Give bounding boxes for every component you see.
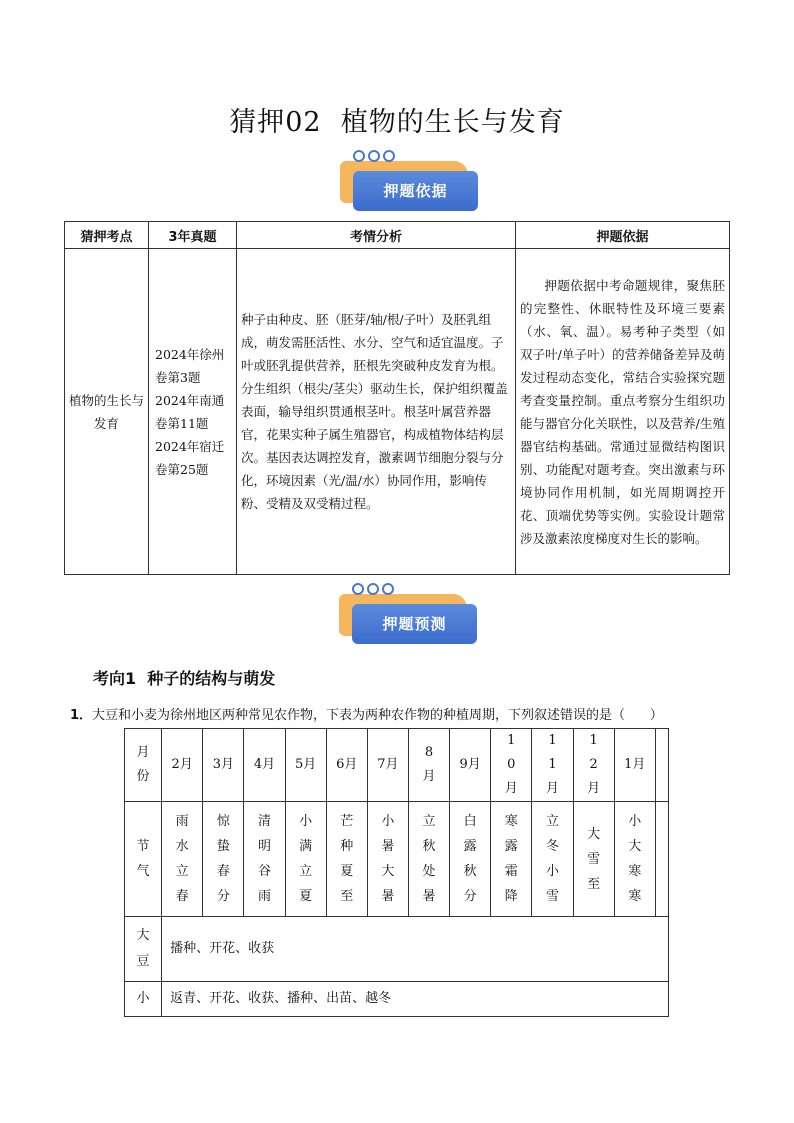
wheat-cycle: 返青、开花、收获、播种、出苗、越冬	[162, 982, 669, 1017]
term-text: 寒露霜降	[504, 814, 518, 904]
predict-badge	[339, 580, 479, 644]
month-text: 8月	[422, 745, 436, 784]
question-text: 大豆和小麦为徐州地区两种常见农作物，下表为两种农作物的种植周期，下列叙述错误的是（ ）	[92, 708, 663, 723]
header-yiju: 押题依据	[516, 222, 730, 249]
binder-rings-icon	[349, 147, 409, 167]
soybean-cycle: 播种、开花、收获	[162, 917, 669, 982]
month-text: 11月	[545, 733, 559, 796]
month-cell	[532, 729, 573, 802]
term-cell	[532, 802, 573, 917]
binder-rings-icon	[348, 580, 408, 600]
badge-label: 押题依据	[353, 171, 478, 211]
title-text: 植物的生长与发育	[340, 107, 565, 138]
header-fenxi: 考情分析	[237, 222, 516, 249]
badge-label: 押题预测	[352, 604, 477, 644]
term-cell	[573, 802, 614, 917]
term-text: 小暑大暑	[381, 814, 395, 904]
term-text: 大雪至	[587, 826, 601, 892]
term-cell	[285, 802, 326, 917]
term-text: 清明谷雨	[257, 814, 271, 904]
term-cell	[408, 802, 449, 917]
term-text: 惊蛰春分	[216, 814, 230, 904]
cell-kaodian: 植物的生长与发育	[65, 249, 149, 575]
term-text: 立秋处暑	[422, 814, 436, 904]
zhenti-item: 2024年宿迁卷第25题	[155, 438, 225, 477]
crop-table	[124, 728, 669, 1017]
month-text: 12月	[587, 733, 601, 796]
title-prefix: 猜押	[229, 107, 286, 138]
term-text: 小满立夏	[299, 814, 313, 904]
month-cell	[573, 729, 614, 802]
row-label	[125, 729, 162, 802]
question-number: 1．	[70, 708, 93, 723]
cell-fenxi: 种子由种皮、胚（胚芽/轴/根/子叶）及胚乳组成，萌发需胚活性、水分、空气和适宜温度。子叶或胚乳提供营养，胚根先突破种皮发育为根。分生组织（根尖/茎尖）驱动生长，保护组织覆盖表面，输导组织贯通根茎叶。根茎叶属营养器官，花果实种子属生殖器官，构成植物体结构层次。基因表达调控发育，激素调节细胞分裂与分化，环境因素（光/温/水）协同作用，影响传粉、受精及双受精过程。	[237, 249, 516, 575]
month-cell: 4月	[244, 729, 285, 802]
term-cell	[367, 802, 408, 917]
month-cell: 2月	[162, 729, 203, 802]
term-text: 芒种夏至	[340, 814, 354, 904]
title-number: 02	[285, 107, 322, 138]
question-1	[70, 704, 663, 723]
term-cell	[244, 802, 285, 917]
month-cell: 1月	[614, 729, 655, 802]
empty-cell	[655, 802, 668, 917]
month-cell: 6月	[326, 729, 367, 802]
section-heading: 考向1 种子的结构与萌发	[93, 669, 276, 688]
term-text: 立冬小雪	[545, 814, 559, 904]
row-label	[125, 802, 162, 917]
month-cell	[408, 729, 449, 802]
basis-table	[64, 221, 730, 575]
month-row	[125, 729, 669, 802]
term-text: 小大寒寒	[628, 814, 642, 904]
term-text: 白露秋分	[463, 814, 477, 904]
page-title	[0, 100, 794, 139]
month-label: 月份	[136, 745, 150, 784]
row-label	[125, 917, 162, 982]
soybean-label: 大豆	[136, 928, 150, 969]
zhenti-item: 2024年南通卷第11题	[155, 392, 225, 431]
yiju-text: 押题依据中考命题规律，聚焦胚的完整性、休眠特性及环境三要素（水、氧、温）。易考种子类型（如双子叶/单子叶）的营养储备差异及萌发过程动态变化，常结合实验探究题考查变量控制。重点考察分生组织功能与器官分化关联性，以及营养/生殖器官结构基础。常通过显微结构图识别、功能配对题考查。突出激素与环境协同作用机制，如光周期调控开花、顶端优势等实例。实验设计题常涉及激素浓度梯度对生长的影响。	[520, 277, 725, 546]
month-cell	[491, 729, 532, 802]
cell-zhenti	[149, 249, 237, 575]
basis-badge	[340, 147, 480, 211]
month-cell: 5月	[285, 729, 326, 802]
header-zhenti: 3年真题	[149, 222, 237, 249]
row-label: 小	[125, 982, 162, 1017]
term-cell	[203, 802, 244, 917]
term-cell	[162, 802, 203, 917]
empty-cell	[655, 729, 668, 802]
month-text: 10月	[504, 733, 518, 796]
table-row	[65, 249, 730, 575]
term-text: 雨水立春	[175, 814, 189, 904]
cell-yiju	[516, 249, 730, 575]
soybean-row	[125, 917, 669, 982]
month-cell: 9月	[450, 729, 491, 802]
term-cell	[491, 802, 532, 917]
solar-term-row	[125, 802, 669, 917]
term-label: 节气	[136, 839, 150, 879]
zhenti-item: 2024年徐州卷第3题	[155, 346, 225, 385]
wheat-row	[125, 982, 669, 1017]
table-header-row	[65, 222, 730, 249]
term-cell	[326, 802, 367, 917]
term-cell	[614, 802, 655, 917]
term-cell	[450, 802, 491, 917]
month-cell: 3月	[203, 729, 244, 802]
month-cell: 7月	[367, 729, 408, 802]
header-kaodian: 猜押考点	[65, 222, 149, 249]
